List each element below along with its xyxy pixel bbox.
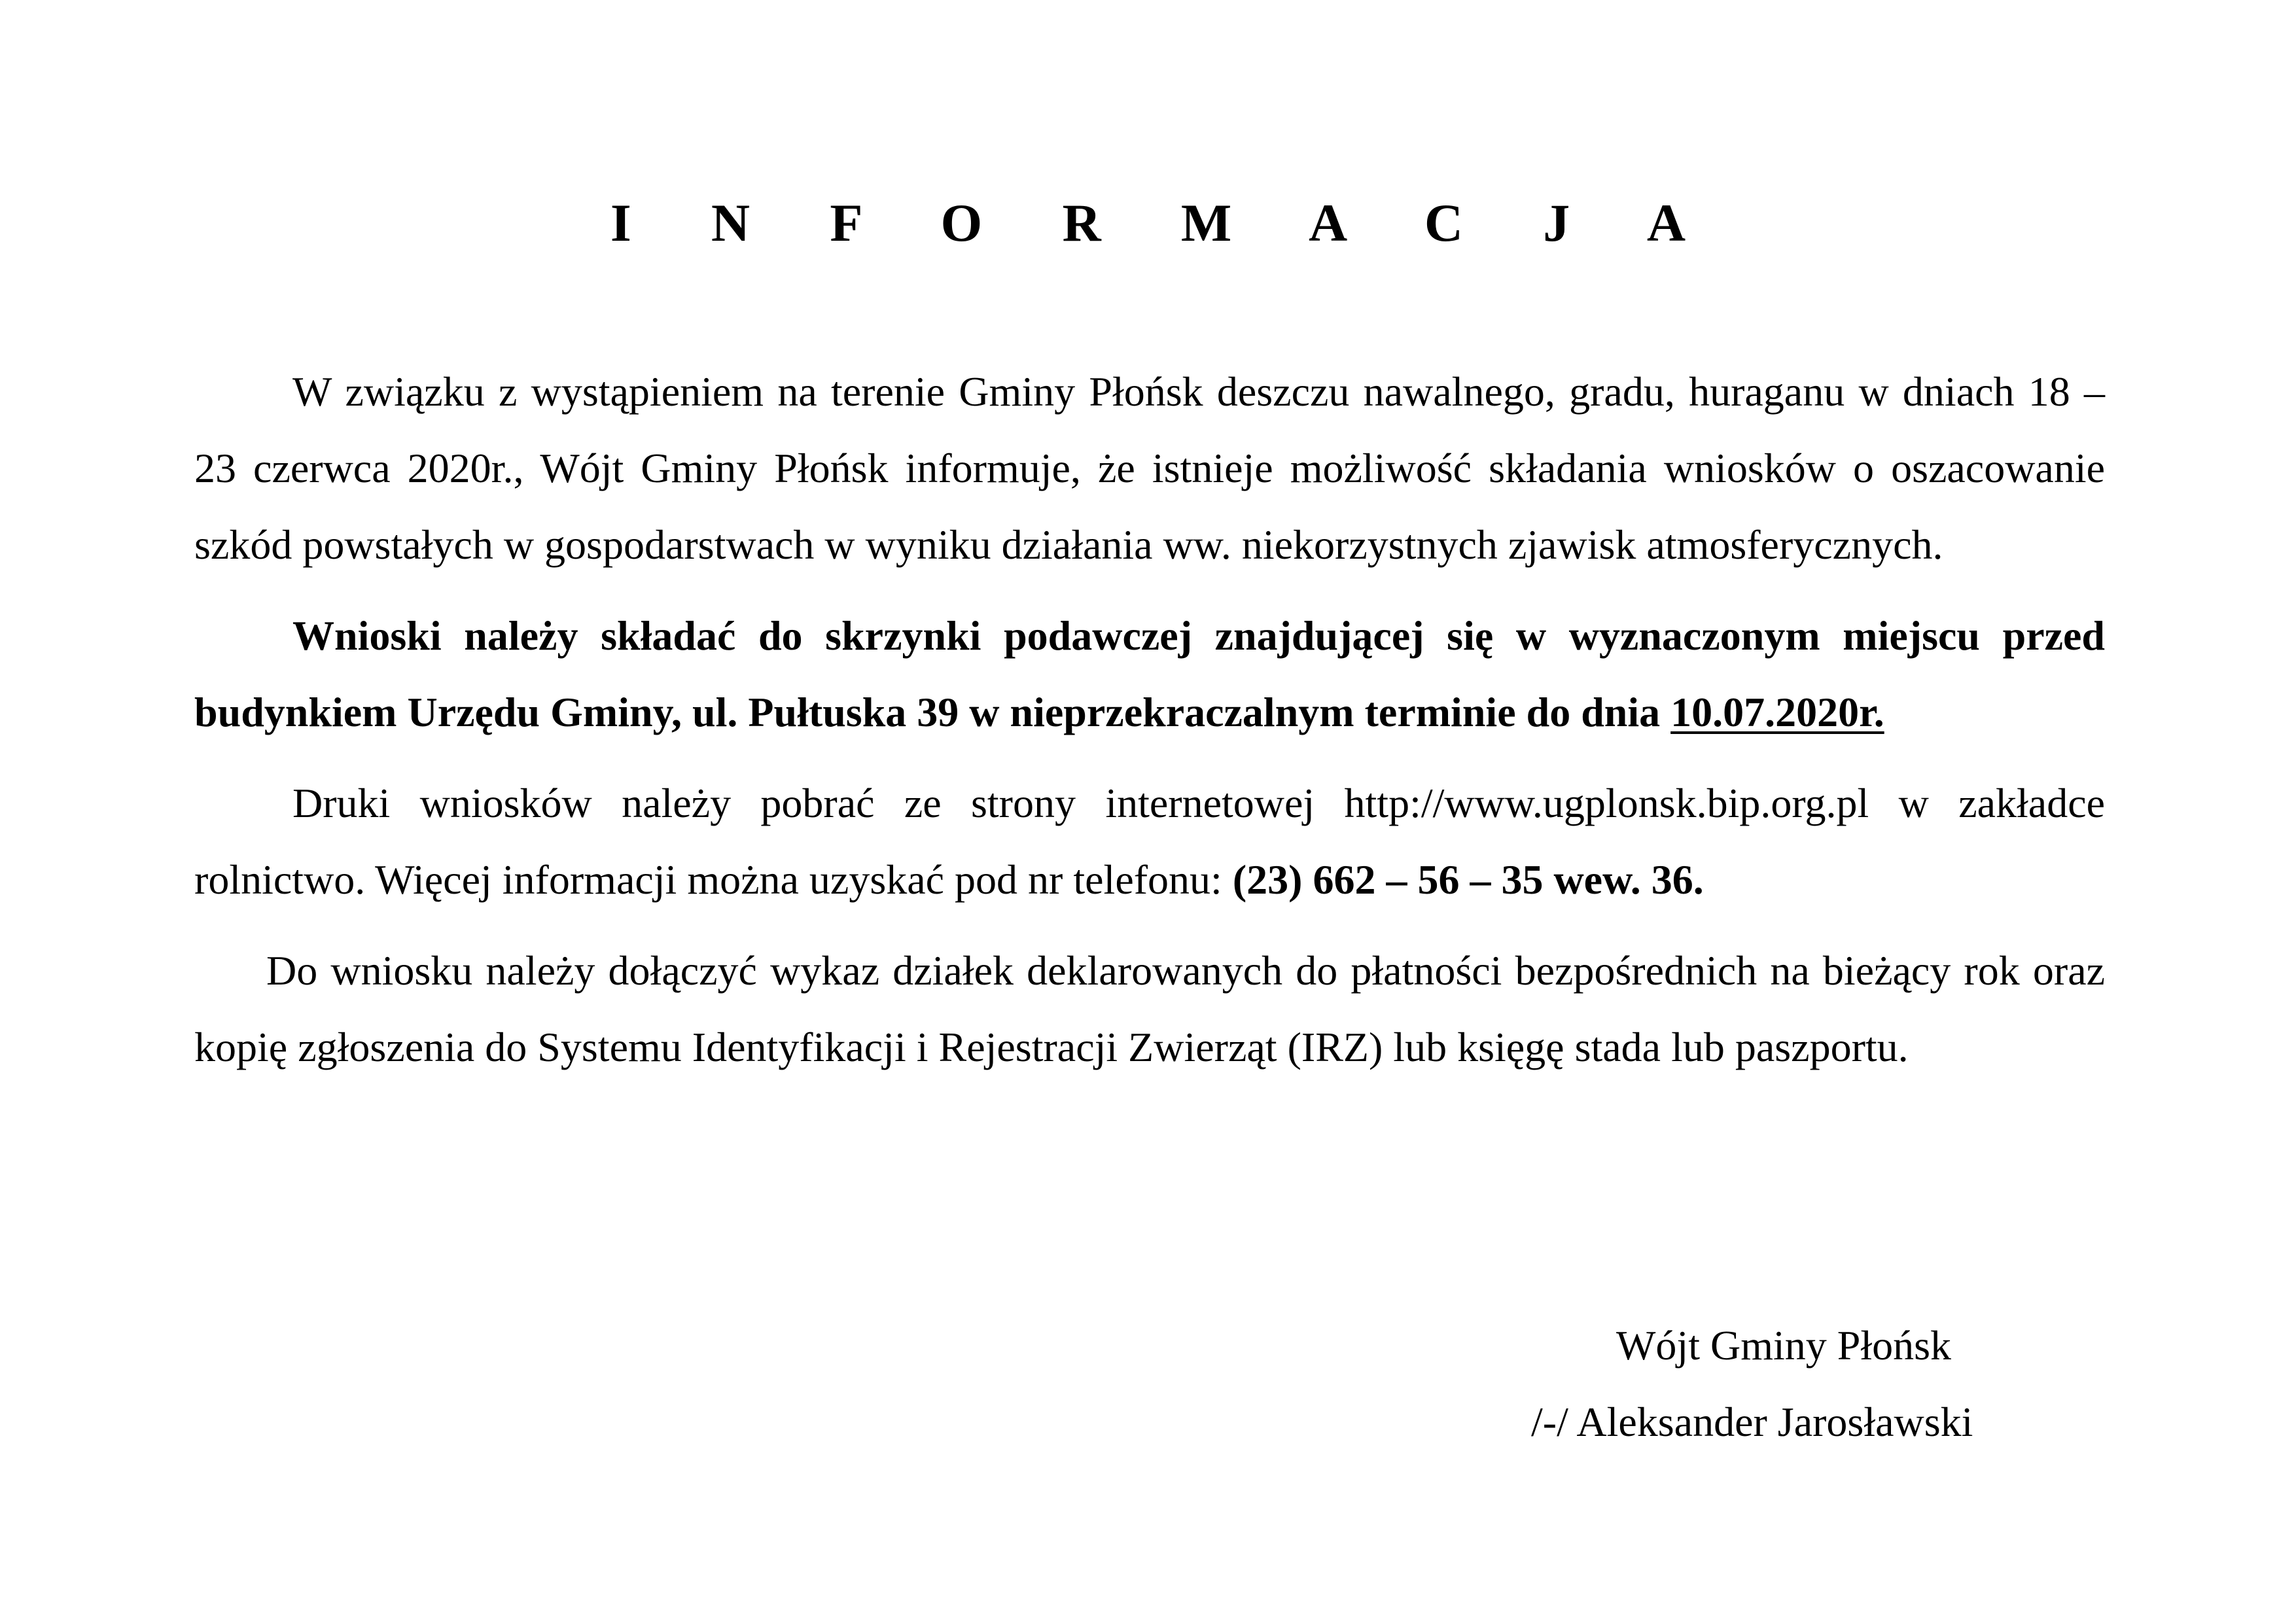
paragraph-forms bbox=[194, 765, 2105, 918]
submission-deadline: 10.07.2020r. bbox=[1670, 689, 1884, 735]
document-body bbox=[194, 353, 2105, 1100]
paragraph-submission bbox=[194, 597, 2105, 750]
signature-name: /-/ Aleksander Jarosławski bbox=[1531, 1399, 1973, 1445]
forms-text: Druki wniosków należy pobrać ze strony internetowej http://www.ugplonsk.bip.org.pl w zakładce rolnictwo. Więcej informacji można uzyskać pod nr telefonu: bbox=[194, 780, 2105, 903]
submission-text: Wnioski należy składać do skrzynki podawczej znajdującej się w wyznaczonym miejscu przed budynkiem Urzędu Gminy, ul. Pułtuska 39 w nieprzekraczalnym terminie do dnia bbox=[194, 612, 2105, 735]
contact-phone: (23) 662 – 56 – 35 wew. 36. bbox=[1232, 856, 1704, 903]
paragraph-damage-info: W związku z wystąpieniem na terenie Gminy Płońsk deszczu nawalnego, gradu, huraganu w dniach 18 – 23 czerwca 2020r., Wójt Gminy Płońsk informuje, że istnieje możliwość składania wniosków o oszacowanie szkód powstałych w gospodarstwach w wyniku działania ww. niekorzystnych zjawisk atmosferycznych. bbox=[194, 368, 2105, 568]
document-title: I N F O R M A C J A bbox=[610, 193, 1719, 253]
signature-block bbox=[1531, 1307, 2055, 1460]
signature-title: Wójt Gminy Płońsk bbox=[1616, 1322, 1952, 1369]
paragraph-attachments: Do wniosku należy dołączyć wykaz działek deklarowanych do płatności bezpośrednich na bieżący rok oraz kopię zgłoszenia do Systemu Identyfikacji i Rejestracji Zwierząt (IRZ) lub księgę stada lub paszportu. bbox=[194, 947, 2105, 1070]
